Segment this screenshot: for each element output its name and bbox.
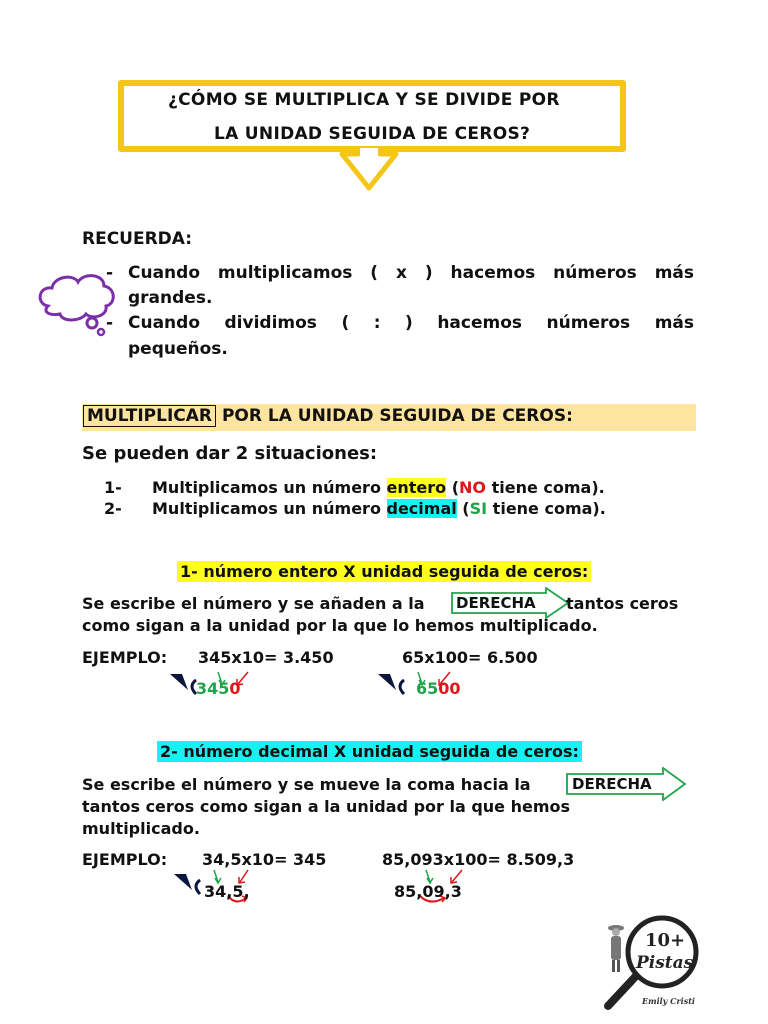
derecha-label: DERECHA xyxy=(456,594,536,612)
flag-si: SI xyxy=(469,499,488,518)
case2-result-2: 85,09,3 xyxy=(394,882,462,901)
case2-result-1: 34,5, xyxy=(204,882,250,901)
bullet-dash-1: - xyxy=(106,263,114,283)
recuerda-item-2-line-2: pequeños. xyxy=(128,339,228,359)
case1-example-2: 65x100= 6.500 xyxy=(402,648,538,667)
list-number: 2- xyxy=(104,499,122,518)
recuerda-item-2-line-1: Cuando dividimos ( : ) hacemos números más xyxy=(128,313,694,333)
pistas-logo xyxy=(600,912,708,1012)
svg-text:10+: 10+ xyxy=(645,930,686,951)
section-heading xyxy=(83,406,573,426)
case2-desc-line1-pre: Se escribe el número y se mueve la coma hacia la xyxy=(82,775,531,794)
svg-text:Pistas: Pistas xyxy=(636,953,694,973)
case1-heading: 1- número entero X unidad seguida de ceros: xyxy=(177,561,591,582)
keyword-decimal: decimal xyxy=(386,499,457,518)
list-item xyxy=(104,499,122,518)
case1-example-1: 345x10= 3.450 xyxy=(198,648,334,667)
case1-result-1: 3450 xyxy=(196,679,241,698)
svg-text:Emily Cristi: Emily Cristi xyxy=(642,996,695,1006)
list-number: 1- xyxy=(104,478,122,497)
list-item-text: Multiplicamos un número entero (NO tiene coma). xyxy=(152,478,605,497)
situations-intro: Se pueden dar 2 situaciones: xyxy=(82,443,378,464)
title-down-arrow-icon xyxy=(336,148,402,194)
derecha-label: DERECHA xyxy=(572,775,652,793)
bullet-dash-2: - xyxy=(106,313,114,333)
section-heading-rest: POR LA UNIDAD SEGUIDA DE CEROS: xyxy=(221,406,573,426)
case2-heading: 2- número decimal X unidad seguida de ceros: xyxy=(157,741,582,762)
case1-example-label: EJEMPLO: xyxy=(82,648,168,667)
case2-desc-line3: multiplicado. xyxy=(82,819,200,838)
section-boxed-word: MULTIPLICAR xyxy=(83,405,216,427)
case1-desc-line1-post: tantos ceros xyxy=(566,594,679,613)
keyword-entero: entero xyxy=(386,478,447,497)
list-item-text: Multiplicamos un número decimal (SI tiene coma). xyxy=(152,499,606,518)
case2-example-2: 85,093x100= 8.509,3 xyxy=(382,850,575,869)
case2-example-label: EJEMPLO: xyxy=(82,850,168,869)
case1-desc-line1-pre: Se escribe el número y se añaden a la xyxy=(82,594,425,613)
title-line-1: ¿CÓMO SE MULTIPLICA Y SE DIVIDE POR xyxy=(168,90,560,110)
recuerda-item-1-line-2: grandes. xyxy=(128,288,213,308)
flag-no: NO xyxy=(459,478,487,497)
list-item xyxy=(104,478,122,497)
title-line-2: LA UNIDAD SEGUIDA DE CEROS? xyxy=(214,124,531,144)
case2-desc-line2: tantos ceros como sigan a la unidad por la que hemos xyxy=(82,797,571,816)
recuerda-heading: RECUERDA: xyxy=(82,229,193,249)
case1-result-2: 6500 xyxy=(416,679,461,698)
case2-example-1: 34,5x10= 345 xyxy=(202,850,327,869)
recuerda-item-1-line-1: Cuando multiplicamos ( x ) hacemos números más xyxy=(128,263,694,283)
case1-desc-line2: como sigan a la unidad por la que lo hemos multiplicado. xyxy=(82,616,598,635)
